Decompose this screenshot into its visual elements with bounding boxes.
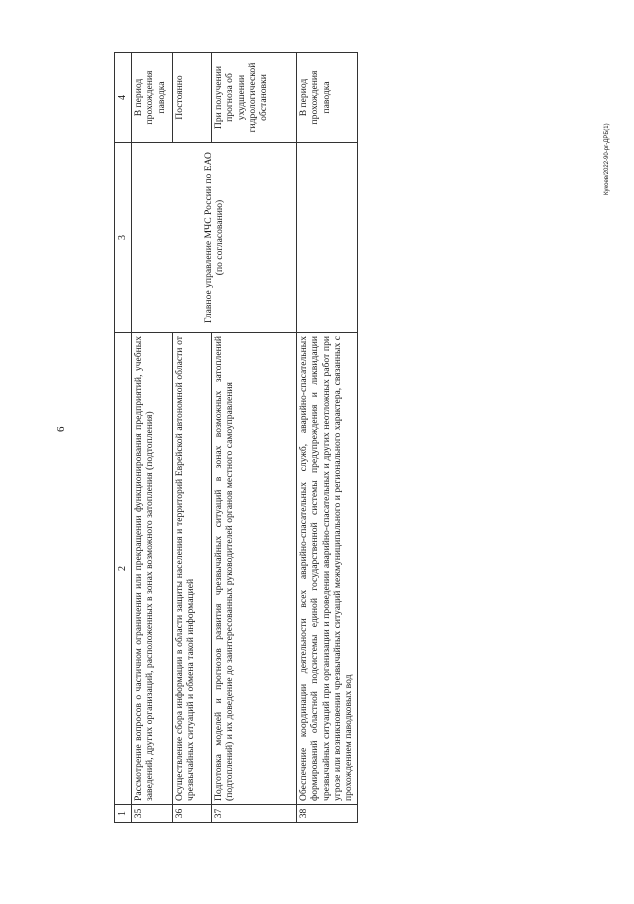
row-task: Обеспечение координации деятельности всех аварийно-спасательных служб, аварийно-спасательных формирований областной подсистемы единой государственной системы предупреждения и ликвидации чрезвычайных ситуаций при организации и проведении аварийно-спасательных и других неотложных работ при угрозе или возникновении чрезвычайных ситуаций межмуниципального и регионального характера, связанных с прохождением паводковых вод: [297, 333, 358, 805]
row-number: 38: [297, 805, 358, 823]
row-period: В период прохождения паводка: [132, 53, 173, 143]
row-number: 36: [173, 805, 212, 823]
row-number: 35: [132, 805, 173, 823]
measures-table: [114, 52, 358, 823]
row-number: 37: [212, 805, 297, 823]
row-executor: Главное управление МЧС России по ЕАО (по согласованию): [132, 143, 297, 333]
row-period: В период прохождения паводка: [297, 53, 358, 143]
rotated-table-container: [114, 53, 355, 823]
header-col-3: 3: [115, 143, 132, 333]
table-row: [297, 53, 358, 823]
header-col-2: 2: [115, 333, 132, 805]
document-reference: Кукоев/2022-90-рг-ДРБ(1): [604, 123, 610, 195]
row-task: Подготовка моделей и прогнозов развития чрезвычайных ситуаций в зонах возможных затоплений (подтоплений) и их доведение до заинтересованных руководителей органов местного самоуправления: [212, 333, 297, 805]
row-period: Постоянно: [173, 53, 212, 143]
header-col-1: 1: [115, 805, 132, 823]
row-period: При получении прогноза об ухудшении гидрологической обстановки: [212, 53, 297, 143]
row-executor: [297, 143, 358, 333]
table-header-row: [115, 53, 132, 823]
row-task: Осуществление сбора информации в области защиты населения и территорий Еврейской автономной области от чрезвычайных ситуаций и обмена такой информацией: [173, 333, 212, 805]
table-row: [132, 53, 173, 823]
page-number: 6: [55, 426, 67, 432]
header-col-4: 4: [115, 53, 132, 143]
row-task: Рассмотрение вопросов о частичном ограничении или прекращении функционирования предприятий, учебных заведений, других организаций, расположенных в зонах возможного затопления (подтопления): [132, 333, 173, 805]
